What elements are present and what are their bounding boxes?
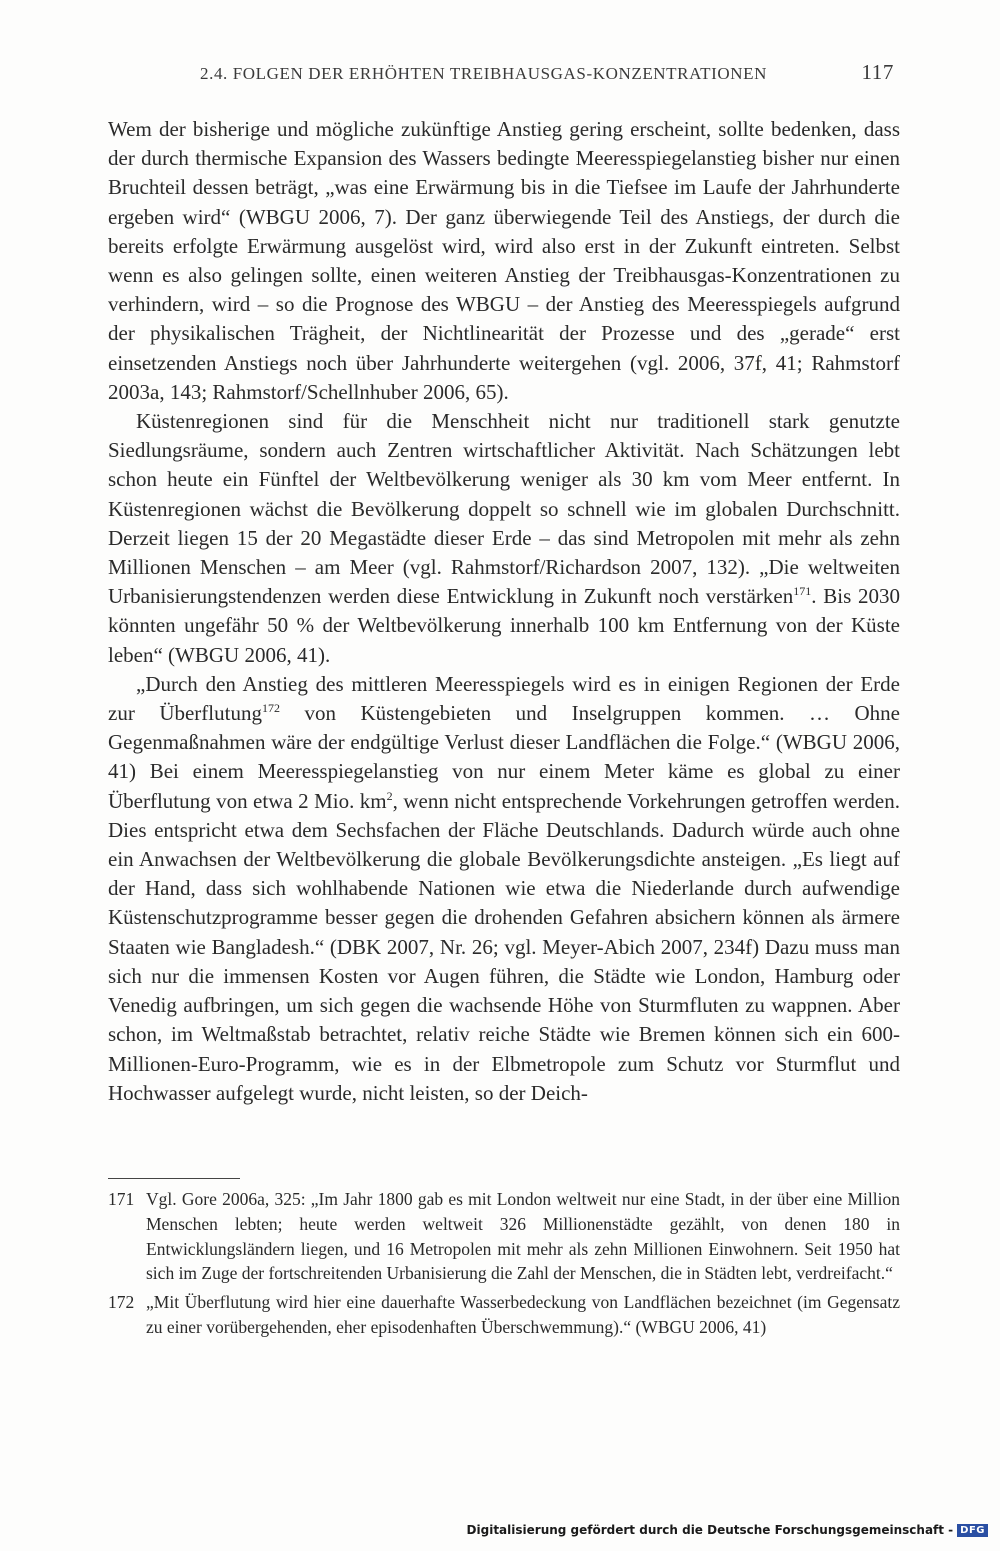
- page-number: 117: [861, 60, 894, 84]
- footnote-number: 172: [108, 1292, 135, 1313]
- footnotes: [108, 1187, 900, 1344]
- paragraph-text: von Küstengebieten und Inselgruppen kommen. … Ohne Gegenmaßnahmen wäre der endgültige Verlust dieser Landflächen die Folge.“ (WBGU 2006, 41) Bei einem Meeresspiegelanstieg von nur einem Meter käme es global zu einer Überflutung von etwa 2 Mio. km: [108, 701, 900, 813]
- paragraph: [108, 407, 900, 670]
- paragraph-text: „Durch den Anstieg des mittleren Meeresspiegels wird es in einigen Regionen der Erde zur Überflutung: [108, 671, 900, 726]
- footnote-text: „Mit Überflutung wird hier eine dauerhafte Wasserbedeckung von Landflächen bezeichnet (im Gegensatz zu einer vorübergehenden, eher episodenhaften Überschwemmung).“ (WBGU 2006, 41): [146, 1292, 900, 1337]
- dfg-logo-icon: DFG: [957, 1524, 988, 1537]
- paragraph: [108, 670, 900, 1108]
- paragraph-text: , wenn nicht entsprechende Vorkehrungen getroffen werden. Dies entspricht etwa dem Sechsfachen der Fläche Deutschlands. Dadurch würde auch ohne ein Anwachsen der Weltbevölkerung die globale Bevölkerungsdichte ansteigen. „Es liegt auf der Hand, dass sich wohlhabende Nationen wie etwa die Niederlande durch aufwendige Küstenschutzprogramme besser gegen die drohenden Gefahren absichern können als ärmere Staaten wie Bangladesh.“ (DBK 2007, Nr. 26; vgl. Meyer-Abich 2007, 234f) Dazu muss man sich nur die immensen Kosten vor Augen führen, die Städte wie London, Hamburg oder Venedig aufbringen, um sich gegen die wachsende Höhe von Sturmfluten zu wappnen. Aber schon, im Weltmaßstab betrachtet, relativ reiche Städte wie Bremen können sich ein 600-Millionen-Euro-Programm, wie es in der Elbmetropole zum Schutz vor Sturmflut und Hochwasser aufgelegt wurde, nicht leisten, so der Deich-: [108, 788, 901, 1105]
- footnote: [108, 1290, 900, 1340]
- footnote-text: Vgl. Gore 2006a, 325: „Im Jahr 1800 gab es mit London weltweit nur eine Stadt, in der über eine Million Menschen lebten; heute werden weltweit 326 Millionenstädte gezählt, von denen 180 in Entwicklungsländern liegen, und 16 Metropolen mit mehr als zehn Millionen Einwohnern. Seit 1950 hat sich im Zuge der fortschreitenden Urbanisierung die Zahl der Menschen, die in Städten lebt, verdreifacht.“: [146, 1189, 900, 1284]
- superscript-unit: 2: [386, 788, 393, 803]
- running-header: [108, 62, 900, 88]
- paragraph: [108, 115, 900, 407]
- body-text: [108, 115, 900, 1108]
- running-header-title: 2.4. FOLGEN DER ERHÖHTEN TREIBHAUSGAS-KONZENTRATIONEN: [200, 64, 767, 83]
- paragraph-text: . Bis 2030 könnten ungefähr 50 % der Weltbevölkerung innerhalb 100 km Entfernung von der Küste leben“ (WBGU 2006, 41).: [108, 584, 901, 667]
- footnote-ref: 171: [793, 584, 812, 599]
- footnote-ref: 172: [261, 701, 280, 716]
- paragraph-text: Wem der bisherige und mögliche zukünftige Anstieg gering erscheint, sollte bedenken, dass der durch thermische Expansion des Wassers bedingte Meeresspiegelanstieg bisher nur einen Bruchteil dessen beträgt, „was eine Erwärmung bis in die Tiefsee im Laufe der Jahrhunderte ergeben wird“ (WBGU 2006, 7). Der ganz überwiegende Teil des Anstiegs, der durch die bereits erfolgte Erwärmung ausgelöst wird, wird also erst in der Zukunft eintreten. Selbst wenn es also gelingen sollte, einen weiteren Anstieg der Treibhausgas-Konzentrationen zu verhindern, wird – so die Prognose des WBGU – der Anstieg des Meeresspiegels aufgrund der physikalischen Trägheit, der Nichtlinearität der Prozesse und des „gerade“ erst einsetzenden Anstiegs noch über Jahrhunderte weitergehen (vgl. 2006, 37f, 41; Rahmstorf 2003a, 143; Rahmstorf/Schellnhuber 2006, 65).: [108, 117, 900, 404]
- footnote: [108, 1187, 900, 1286]
- digitization-credit: [467, 1523, 988, 1537]
- footnote-number: 171: [108, 1189, 135, 1209]
- footnote-divider: [108, 1178, 240, 1179]
- paragraph-text: Küstenregionen sind für die Menschheit nicht nur traditionell stark genutzte Siedlungsräume, sondern auch Zentren wirtschaftlicher Aktivität. Nach Schätzungen lebt schon heute ein Fünftel der Weltbevölkerung weniger als 30 km vom Meer entfernt. In Küstenregionen wächst die Bevölkerung doppelt so schnell wie im globalen Durchschnitt. Derzeit liegen 15 der 20 Megastädte dieser Erde – das sind Metropolen mit mehr als zehn Millionen Menschen – am Meer (vgl. Rahmstorf/Richardson 2007, 132). „Die weltweiten Urbanisierungstendenzen werden diese Entwicklung in Zukunft noch verstärken: [108, 409, 900, 609]
- credit-text: Digitalisierung gefördert durch die Deutsche Forschungsgemeinschaft -: [466, 1523, 954, 1537]
